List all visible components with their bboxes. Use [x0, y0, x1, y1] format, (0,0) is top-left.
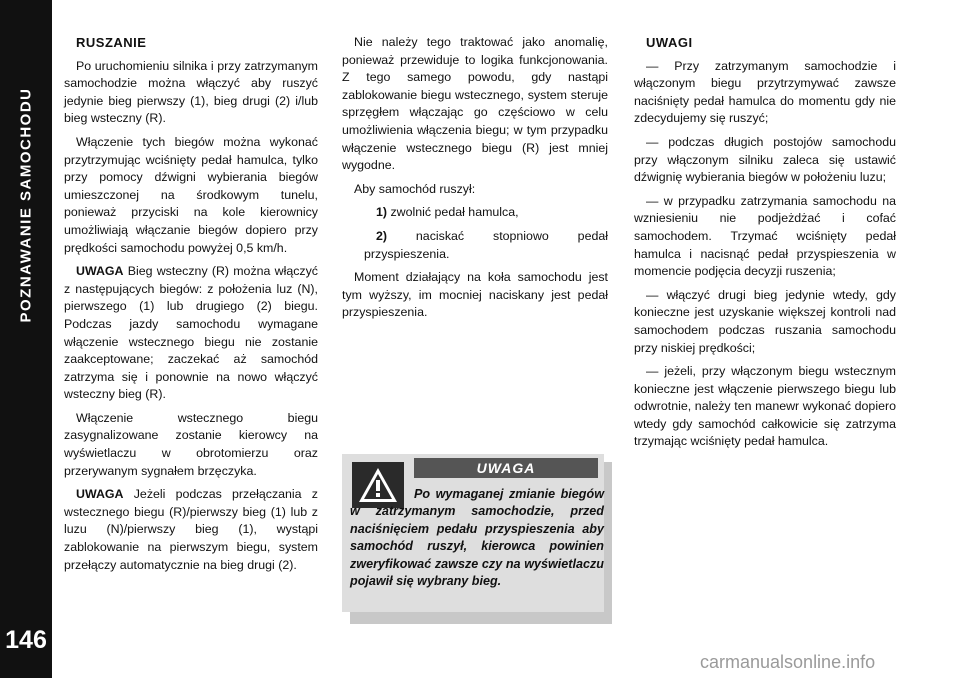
note-key: UWAGA — [76, 487, 124, 502]
bullet-paragraph: — jeżeli, przy włączonym biegu wstecznym konieczne jest włączenie pierwszego biegu lub odwrotnie, należy ten manewr wykonać dopiero wtedy gdy samochód całkowicie się zatrzyma trzymając wciśnięty pedał hamulca. — [634, 364, 896, 449]
list-item — [342, 228, 608, 263]
list-item — [342, 204, 608, 222]
sidebar — [0, 0, 52, 678]
paragraph: Włączenie wstecznego biegu zasygnalizowane zostanie kierowcy na wyświetlaczu w obrotomierzu oraz przerywanym sygnałem brzęczyka. — [64, 410, 318, 478]
note-text: Jeżeli podczas przełączania z wstecznego biegu (R)/pierwszy bieg (1) lub z luzu (N)/pierwszy bieg (1), wystąpi zablokowanie na pierwszym biegu, system przełączy automatycznie na bieg drugi (2). — [64, 487, 318, 572]
section-title — [0, 0, 52, 420]
note-key: UWAGA — [76, 264, 124, 279]
section-heading-uwagi: UWAGI — [646, 35, 693, 50]
list-number: 2) — [376, 228, 388, 243]
paragraph: Nie należy tego traktować jako anomalię, ponieważ przewiduje to logika funkcjonowania. Z tego samego powodu, gdy nastąpi zablokowanie biegu wstecznego, system steruje sprzęgłem włączając go częściowo w celu umożliwienia włączenia biegu; w tym przypadku włączenie wstecznego biegu (R) jest mniej wygodne. — [342, 35, 608, 173]
note-text: Bieg wsteczny (R) można włączyć z następujących biegów: z położenia luz (N), pierwszego (1) lub drugiego (2) biegu. Podczas jazdy samochodu wymagane włączenie wstecznego biegu nie zostanie zaakceptowane; zaczekać aż samochód zatrzyma się i ponownie na nowo włączyć wsteczny bieg (R). — [64, 264, 318, 402]
paragraph: Moment działający na koła samochodu jest tym wyższy, im mocniej naciskany jest pedał przyspieszenia. — [342, 270, 608, 320]
paragraph-note — [64, 263, 318, 404]
bullet-paragraph: — Przy zatrzymanym samochodzie i włączonym biegu przytrzymywać zawsze naciśnięty pedał hamulca do momentu gdy nie zdecydujemy się ruszyć; — [634, 58, 896, 126]
bullet-paragraph: — w przypadku zatrzymania samochodu na wzniesieniu nie podjeżdżać i cofać samochodem. Trzymać wciśnięty pedał hamulca i nacisnąć pedał przyspieszenia w momencie podjęcia decyzji ruszenia; — [634, 193, 896, 279]
column-left — [64, 34, 318, 580]
section-title-text: POZNAWANIE SAMOCHODU — [17, 87, 35, 323]
warning-label: UWAGA — [414, 458, 598, 478]
column-right — [634, 34, 896, 457]
section-heading-ruszanie: RUSZANIE — [76, 35, 147, 50]
bullet-paragraph: — włączyć drugi bieg jedynie wtedy, gdy konieczne jest uzyskanie większej kontroli nad samochodem podczas ruszania samochodu przy niskiej prędkości; — [634, 287, 896, 355]
page-number: 146 — [5, 626, 47, 654]
warning-text: Po wymaganej zmianie biegów w zatrzymanym samochodzie, przed naciśnięciem pedału przyspieszenia aby samochód ruszył, kierowca powinien zweryfikować zawsze czy na wyświetlaczu pojawił się wybrany bieg. — [350, 487, 604, 589]
bullet-paragraph: — podczas długich postojów samochodu przy włączonym silniku zaleca się ustawić dźwignię wybierania biegów w położeniu luzu; — [634, 134, 896, 185]
paragraph-note — [64, 486, 318, 574]
list-text: zwolnić pedał hamulca, — [387, 205, 519, 220]
watermark: carmanualsonline.info — [700, 652, 876, 672]
list-number: 1) — [376, 205, 388, 220]
paragraph: Włączenie tych biegów można wykonać przytrzymując wciśnięty pedał hamulca, tylko przy pomocy dźwigni wybierania biegów umieszczonej na środkowym tunelu, ponieważ przyciski na kole kierownicy umożliwiają włączanie biegów dopiero przy prędkości samochodu powyżej 0,5 km/h. — [64, 134, 318, 255]
warning-box — [342, 454, 612, 624]
column-middle — [342, 34, 608, 328]
paragraph: Po uruchomieniu silnika i przy zatrzymanym samochodzie można włączyć aby ruszyć jedynie bieg pierwszy (1), bieg drugi (2) i/lub bieg wsteczny (R). — [64, 58, 318, 126]
list-text: naciskać stopniowo pedał przyspieszenia. — [364, 228, 608, 261]
warning-box-body — [342, 454, 604, 612]
paragraph: Aby samochód ruszył: — [354, 181, 476, 196]
